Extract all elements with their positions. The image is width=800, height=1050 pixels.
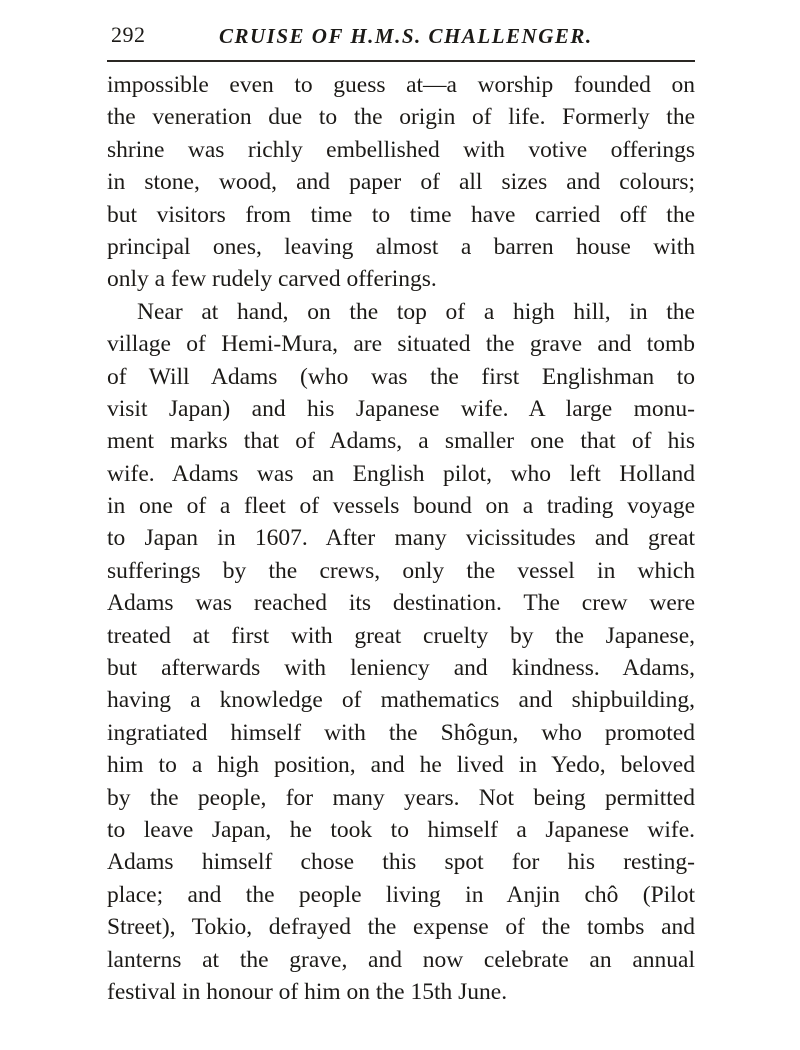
text-line: in stone, wood, and paper of all sizes and colours; <box>107 169 695 196</box>
text-line: the veneration due to the origin of life. Formerly the <box>107 104 695 131</box>
text-line: ment marks that of Adams, a smaller one that of his <box>107 428 695 455</box>
text-line: but visitors from time to time have carried off the <box>107 201 695 228</box>
text-line: Adams was reached its destination. The crew were <box>107 590 695 617</box>
text-line: having a knowledge of mathematics and shipbuilding, <box>107 687 695 714</box>
text-line: shrine was richly embellished with votive offerings <box>107 136 695 163</box>
text-line: but afterwards with leniency and kindness. Adams, <box>107 655 695 682</box>
page-number: 292 <box>111 22 146 47</box>
header-rule <box>107 60 695 62</box>
text-line: of Will Adams (who was the first Englishman to <box>107 363 695 390</box>
paragraph <box>107 69 695 296</box>
text-line: festival in honour of him on the 15th June. <box>107 978 508 1005</box>
text-line: visit Japan) and his Japanese wife. A large monu- <box>107 395 695 422</box>
text-line: place; and the people living in Anjin chô (Pilot <box>107 881 695 908</box>
text-line: sufferings by the crews, only the vessel in which <box>107 557 695 584</box>
running-head <box>107 22 693 58</box>
text-line: Street), Tokio, defrayed the expense of the tombs and <box>107 914 695 941</box>
text-line: Adams himself chose this spot for his resting- <box>107 849 695 876</box>
text-line: to Japan in 1607. After many vicissitudes and great <box>107 525 695 552</box>
text-line: lanterns at the grave, and now celebrate an annual <box>107 946 695 973</box>
text-line: Near at hand, on the top of a high hill, in the <box>137 298 695 325</box>
text-line: principal ones, leaving almost a barren house with <box>107 233 695 260</box>
text-line: in one of a fleet of vessels bound on a trading voyage <box>107 493 695 520</box>
text-line: ingratiated himself with the Shôgun, who promoted <box>107 719 695 746</box>
text-line: him to a high position, and he lived in Yedo, beloved <box>107 752 695 779</box>
text-line: treated at first with great cruelty by the Japanese, <box>107 622 695 649</box>
body-text <box>107 69 695 1008</box>
text-line: impossible even to guess at—a worship founded on <box>107 72 695 98</box>
paragraph <box>107 296 695 1009</box>
running-title: CRUISE OF H.M.S. CHALLENGER. <box>219 24 593 48</box>
text-line: village of Hemi-Mura, are situated the grave and tomb <box>107 331 695 358</box>
text-line: by the people, for many years. Not being permitted <box>107 784 695 811</box>
text-line: wife. Adams was an English pilot, who left Holland <box>107 460 695 487</box>
text-line: only a few rudely carved offerings. <box>107 266 437 293</box>
text-line: to leave Japan, he took to himself a Japanese wife. <box>107 816 695 843</box>
